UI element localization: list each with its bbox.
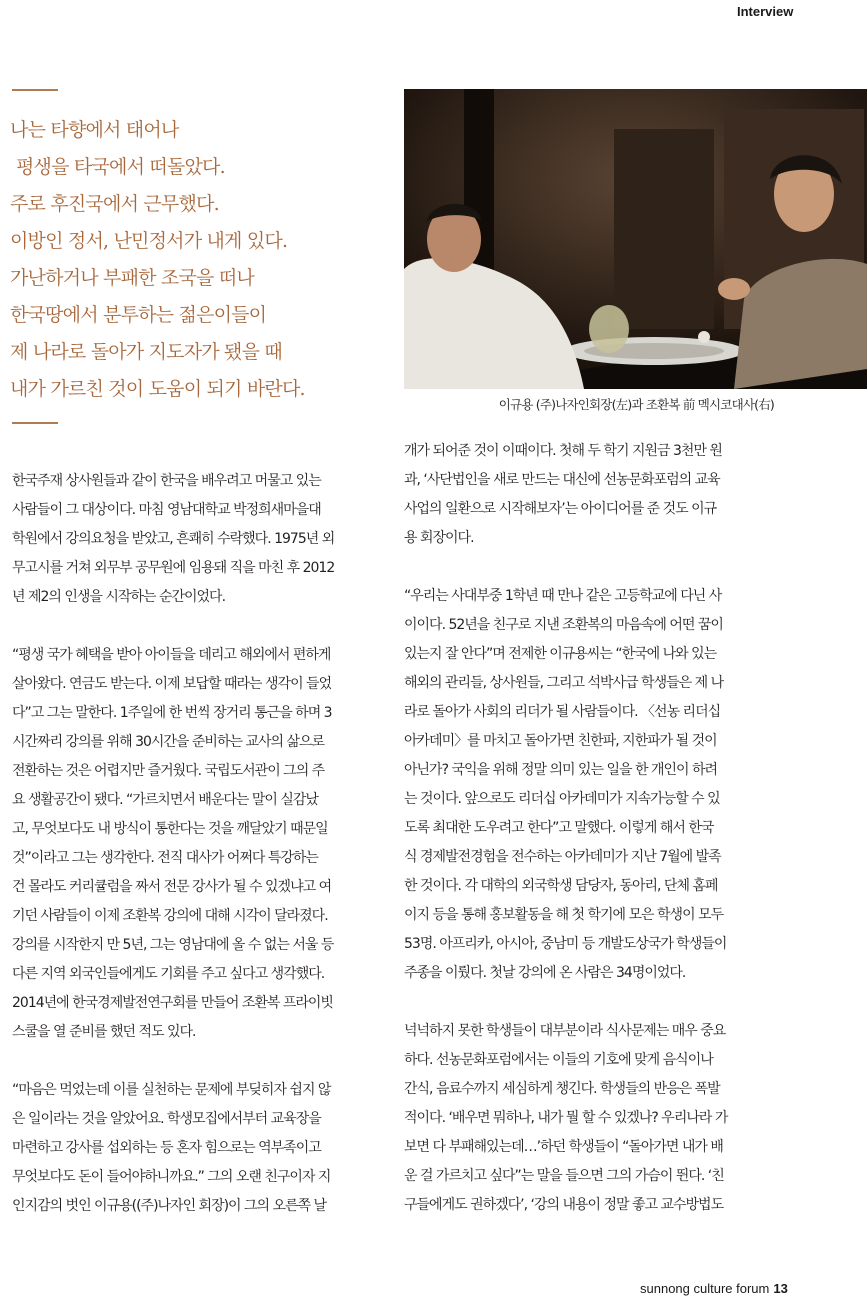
- left-column: [12, 467, 372, 1221]
- pull-quote-line: 주로 후진국에서 근무했다.: [10, 193, 219, 215]
- text-line: 기던 사람들이 이제 조환복 강의에 대해 시각이 달라졌다.: [12, 908, 328, 924]
- text-line: 아닌가? 국익을 위해 정말 의미 있는 일을 한 개인이 하려: [404, 762, 718, 778]
- quote-bottom-rule: [12, 422, 58, 424]
- text-line: 간식, 음료수까지 세심하게 챙긴다. 학생들의 반응은 폭발: [404, 1081, 720, 1097]
- paragraph: [12, 1076, 372, 1221]
- text-line: 무고시를 거쳐 외무부 공무원에 임용돼 직을 마친 후 2012: [12, 560, 335, 576]
- text-line: 2014년에 한국경제발전연구회를 만들어 조환복 프라이빗: [12, 995, 333, 1011]
- text-line: 한국주재 상사원들과 같이 한국을 배우려고 머물고 있는: [12, 473, 321, 489]
- text-line: 식 경제발전경험을 전수하는 아카데미가 지난 7월에 발족: [404, 849, 721, 865]
- photo-caption: 이규용 (주)나자인회장(左)과 조환복 前 멕시코대사(右): [498, 397, 774, 412]
- text-line: 살아왔다. 연금도 받는다. 이제 보답할 때라는 생각이 들었: [12, 676, 332, 692]
- text-line: 라로 돌아가 사회의 리더가 될 사람들이다. 〈선농 리더십: [404, 704, 721, 720]
- pull-quote-line: 평생을 타국에서 떠돌았다.: [16, 156, 225, 178]
- text-line: 는 것이다. 앞으로도 리더십 아카데미가 지속가능할 수 있: [404, 791, 720, 807]
- text-line: 고, 무엇보다도 내 방식이 통한다는 것을 깨달았기 때문일: [12, 821, 328, 837]
- text-line: 강의를 시작한지 만 5년, 그는 영남대에 올 수 없는 서울 등: [12, 937, 334, 953]
- text-line: 마련하고 강사를 섭외하는 등 혼자 힘으로는 역부족이고: [12, 1140, 321, 1156]
- text-line: 있는지 잘 안다”며 전제한 이규용씨는 “한국에 나와 있는: [404, 646, 717, 662]
- text-line: 운 걸 가르치고 싶다”는 말을 들으면 그의 가슴이 뛴다. ‘친: [404, 1168, 724, 1184]
- pull-quote: [10, 112, 390, 408]
- text-line: 주종을 이뤘다. 첫날 강의에 온 사람은 34명이었다.: [404, 965, 686, 981]
- text-line: 사람들이 그 대상이다. 마침 영남대학교 박정희새마을대: [12, 502, 321, 518]
- text-line: 학원에서 강의요청을 받았고, 흔쾌히 수락했다. 1975년 외: [12, 531, 335, 547]
- right-column: [404, 437, 766, 1220]
- pull-quote-line: 가난하거나 부패한 조국을 떠나: [10, 267, 254, 289]
- paragraph: [404, 437, 766, 553]
- paragraph: [12, 641, 372, 1047]
- text-line: 과, ‘사단법인을 새로 만드는 대신에 선농문화포럼의 교육: [404, 472, 720, 488]
- interview-photo: [404, 89, 867, 389]
- text-line: 요 생활공간이 됐다. “가르치면서 배운다는 말이 실감났: [12, 792, 318, 808]
- text-line: “마음은 먹었는데 이를 실천하는 문제에 부딪히자 쉽지 않: [12, 1082, 331, 1098]
- publication-name: sunnong culture forum: [640, 1281, 770, 1296]
- text-line: 보면 다 부패해있는데…’하던 학생들이 “돌아가면 내가 배: [404, 1139, 723, 1155]
- text-line: 은 일이라는 것을 알았어요. 학생모집에서부터 교육장을: [12, 1111, 321, 1127]
- text-line: 개가 되어준 것이 이때이다. 첫해 두 학기 지원금 3천만 원: [404, 443, 722, 459]
- paragraph: [12, 467, 372, 612]
- text-line: 53명. 아프리카, 아시아, 중남미 등 개발도상국가 학생들이: [404, 936, 727, 952]
- text-line: 구들에게도 권하겠다’, ‘강의 내용이 정말 좋고 교수방법도: [404, 1197, 724, 1213]
- text-line: 전환하는 것은 어렵지만 즐거웠다. 국립도서관이 그의 주: [12, 763, 325, 779]
- section-label: Interview: [737, 4, 794, 19]
- pull-quote-line: 이방인 정서, 난민정서가 내게 있다.: [10, 230, 288, 252]
- text-line: 해외의 관리들, 상사원들, 그리고 석박사급 학생들은 제 나: [404, 675, 724, 691]
- page-footer: [640, 1281, 788, 1296]
- text-line: “평생 국가 혜택을 받아 아이들을 데리고 해외에서 편하게: [12, 647, 331, 663]
- text-line: 도록 최대한 도우려고 한다”고 말했다. 이렇게 해서 한국: [404, 820, 714, 836]
- page-number: 13: [773, 1281, 788, 1296]
- text-line: 년 제2의 인생을 시작하는 순간이었다.: [12, 589, 226, 605]
- text-line: 넉넉하지 못한 학생들이 대부분이라 식사문제는 매우 중요: [404, 1023, 726, 1039]
- quote-top-rule: [12, 89, 58, 91]
- text-line: 스쿨을 열 준비를 했던 적도 있다.: [12, 1024, 196, 1040]
- text-line: 용 회장이다.: [404, 530, 474, 546]
- pull-quote-line: 한국땅에서 분투하는 젊은이들이: [10, 304, 267, 326]
- text-line: 이이다. 52년을 친구로 지낸 조환복의 마음속에 어떤 꿈이: [404, 617, 723, 633]
- text-line: 아카데미〉를 마치고 돌아가면 친한파, 지한파가 될 것이: [404, 733, 717, 749]
- text-line: 다른 지역 외국인들에게도 기회를 주고 싶다고 생각했다.: [12, 966, 325, 982]
- text-line: 하다. 선농문화포럼에서는 이들의 기호에 맞게 음식이나: [404, 1052, 713, 1068]
- pull-quote-line: 나는 타향에서 태어나: [10, 119, 179, 141]
- text-line: 한 것이다. 각 대학의 외국학생 담당자, 동아리, 단체 홈페: [404, 878, 718, 894]
- text-line: 이지 등을 통해 홍보활동을 해 첫 학기에 모은 학생이 모두: [404, 907, 724, 923]
- text-line: 인지감의 벗인 이규용((주)나자인 회장)이 그의 오른쪽 날: [12, 1198, 327, 1214]
- text-line: 것”이라고 그는 생각한다. 전직 대사가 어쩌다 특강하는: [12, 850, 318, 866]
- text-line: 무엇보다도 돈이 들어야하니까요.” 그의 오랜 친구이자 지: [12, 1169, 331, 1185]
- paragraph: [404, 582, 766, 988]
- text-line: “우리는 사대부중 1학년 때 만나 같은 고등학교에 다닌 사: [404, 588, 722, 604]
- text-line: 건 몰라도 커리큘럼을 짜서 전문 강사가 될 수 있겠냐고 여: [12, 879, 332, 895]
- text-line: 시간짜리 강의를 위해 30시간을 준비하는 교사의 삶으로: [12, 734, 325, 750]
- text-line: 적이다. ‘배우면 뭐하나, 내가 뭘 할 수 있겠나? 우리나라 가: [404, 1110, 728, 1126]
- paragraph: [404, 1017, 766, 1220]
- pull-quote-line: 내가 가르친 것이 도움이 되기 바란다.: [10, 378, 305, 400]
- text-line: 다”고 그는 말한다. 1주일에 한 번씩 장거리 통근을 하며 3: [12, 705, 332, 721]
- text-line: 사업의 일환으로 시작해보자’는 아이디어를 준 것도 이규: [404, 501, 717, 517]
- pull-quote-line: 제 나라로 돌아가 지도자가 됐을 때: [10, 341, 282, 363]
